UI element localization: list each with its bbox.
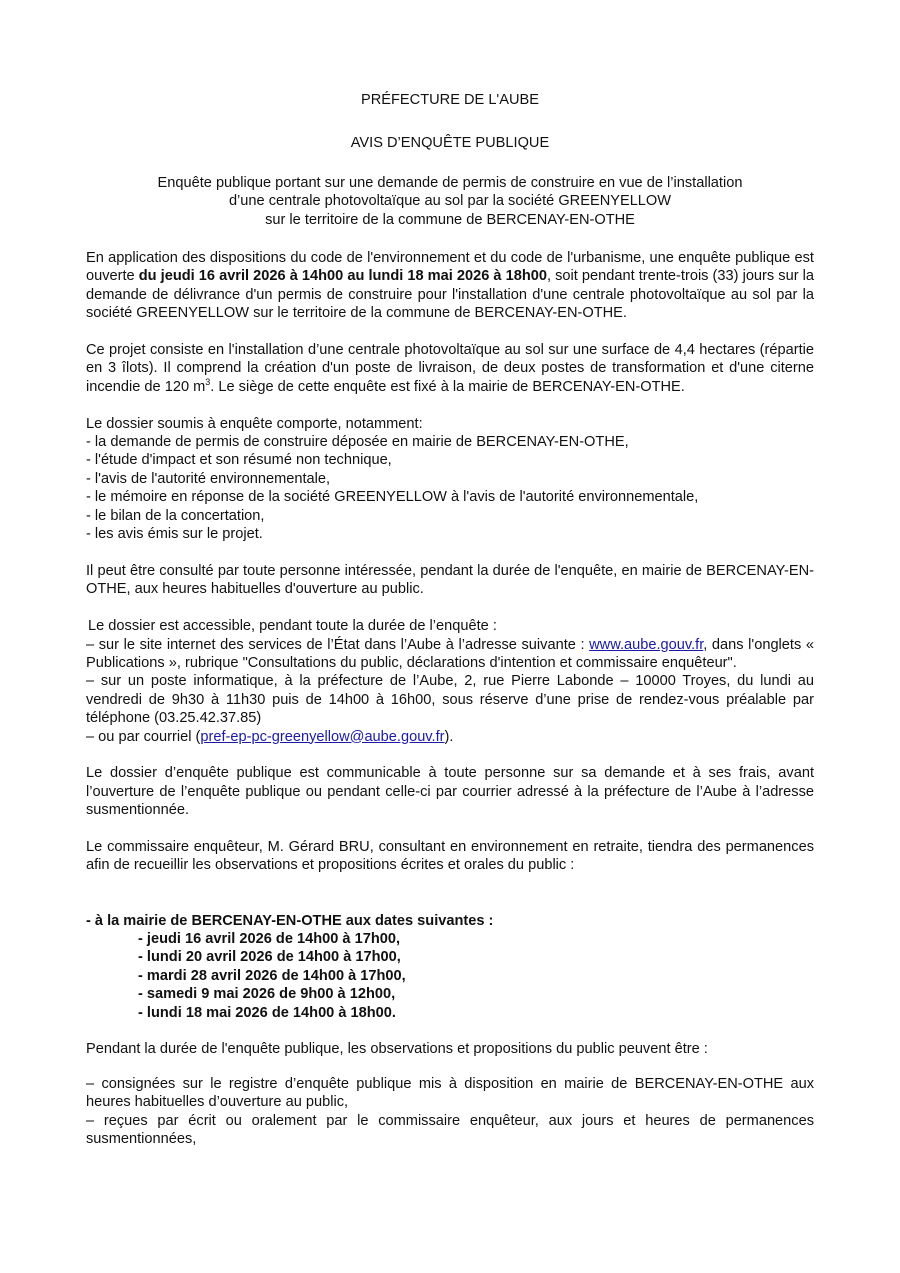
permanence-date: - lundi 18 mai 2026 de 14h00 à 18h00. xyxy=(138,1004,396,1021)
notice-subtitle xyxy=(86,174,814,229)
paragraph-project xyxy=(86,341,814,396)
paragraph-access xyxy=(86,617,814,746)
text: . Le siège de cette enquête est fixé à la mairie de BERCENAY-EN-OTHE. xyxy=(210,378,685,395)
document-page xyxy=(86,91,814,1167)
email-link[interactable]: pref-ep-pc-greenyellow@aube.gouv.fr xyxy=(200,728,445,745)
text: , soit pendant trente-trois (33) jours sur la demande de délivrance d'un permis de construire pour l'installation d'une centrale photovoltaïque au sol par la société GREENYELLOW sur le territoire de la commune de BERCENAY-EN-OTHE. xyxy=(86,268,814,322)
list-item: - les avis émis sur le projet. xyxy=(86,526,263,543)
list-item: - l'étude d'impact et son résumé non technique, xyxy=(86,452,392,469)
text: – sur un poste informatique, à la préfecture de l’Aube, 2, rue Pierre Labonde – 10000 Troyes, du lundi au vendredi de 9h30 à 11h30 puis de 14h00 à 16h00, sous réserve d’une prise de rendez-vous préalable par téléphone (03.25.42.37.85) xyxy=(86,673,814,727)
text: – ou par courriel ( xyxy=(86,728,201,745)
list-item: - la demande de permis de construire déposée en mairie de BERCENAY-EN-OTHE, xyxy=(86,434,629,451)
paragraph-communicable: Le dossier d’enquête publique est communicable à toute personne sur sa demande et à ses frais, avant l’ouverture de l’enquête publique ou pendant celle-ci par courrier adressé à la préfecture de l’Aube à l’adresse susmentionnée. xyxy=(86,765,814,819)
dossier-list xyxy=(86,433,814,543)
paragraph-pendant: Pendant la durée de l'enquête publique, les observations et propositions du public peuvent être : xyxy=(86,1041,708,1058)
text: En application des dispositions du code de l'environnement et du code de l'urbanisme, une enquête publique est ouverte xyxy=(86,250,814,285)
observation-item: – consignées sur le registre d’enquête publique mis à disposition en mairie de BERCENAY-EN-OTHE aux heures habituelles d’ouverture au public, xyxy=(86,1075,814,1111)
subtitle-line: Enquête publique portant sur une demande de permis de construire en vue de l’installation xyxy=(157,174,743,191)
website-link[interactable]: www.aube.gouv.fr xyxy=(589,636,704,653)
subtitle-line: sur le territoire de la commune de BERCENAY-EN-OTHE xyxy=(265,211,635,228)
text: ). xyxy=(444,728,454,745)
permanences-list xyxy=(86,912,814,1022)
text: Le dossier est accessible, pendant toute la durée de l’enquête : xyxy=(88,618,497,635)
text: , dans l'onglets « Publications », rubrique "Consultations du public, déclarations d'intention et commissaire enquêteur". xyxy=(86,636,814,671)
permanence-date: - jeudi 16 avril 2026 de 14h00 à 17h00, xyxy=(138,930,401,947)
subtitle-line: d’une centrale photovoltaïque au sol par la société GREENYELLOW xyxy=(228,193,672,210)
list-item: - le mémoire en réponse de la société GREENYELLOW à l'avis de l'autorité environnementale, xyxy=(86,489,699,506)
paragraph-application xyxy=(86,249,814,323)
enquiry-dates: du jeudi 16 avril 2026 à 14h00 au lundi 18 mai 2026 à 18h00 xyxy=(138,268,547,285)
paragraph-observations xyxy=(86,1075,814,1149)
paragraph-commissaire: Le commissaire enquêteur, M. Gérard BRU, consultant en environnement en retraite, tiendra des permanences afin de recueillir les observations et propositions écrites et orales du public : xyxy=(86,838,814,874)
observation-item: – reçues par écrit ou oralement par le commissaire enquêteur, aux jours et heures de permanences susmentionnées, xyxy=(86,1112,814,1147)
superscript: 3 xyxy=(205,377,211,387)
notice-title: AVIS D’ENQUÊTE PUBLIQUE xyxy=(350,135,550,152)
permanences-intro: - à la mairie de BERCENAY-EN-OTHE aux dates suivantes : xyxy=(86,912,494,929)
text: – sur le site internet des services de l’État dans l’Aube à l’adresse suivante : xyxy=(86,636,590,653)
dossier-intro: Le dossier soumis à enquête comporte, notamment: xyxy=(86,415,423,432)
list-item: - l'avis de l'autorité environnementale, xyxy=(86,470,331,487)
permanence-date: - mardi 28 avril 2026 de 14h00 à 17h00, xyxy=(138,967,406,984)
permanence-date: - lundi 20 avril 2026 de 14h00 à 17h00, xyxy=(138,949,401,966)
paragraph-consultation: Il peut être consulté par toute personne intéressée, pendant la durée de l'enquête, en mairie de BERCENAY-EN-OTHE, aux heures habituelles d'ouverture au public. xyxy=(86,562,814,598)
permanence-date: - samedi 9 mai 2026 de 9h00 à 12h00, xyxy=(138,986,396,1003)
prefecture-heading: PRÉFECTURE DE L'AUBE xyxy=(361,92,539,108)
text: Ce projet consiste en l'installation d’une centrale photovoltaïque au sol sur une surface de 4,4 hectares (répartie en 3 îlots). Il comprend la création d'un poste de livraison, de deux postes de transformation et d'une citerne incendie de 120 m xyxy=(86,342,814,395)
list-item: - le bilan de la concertation, xyxy=(86,507,265,524)
